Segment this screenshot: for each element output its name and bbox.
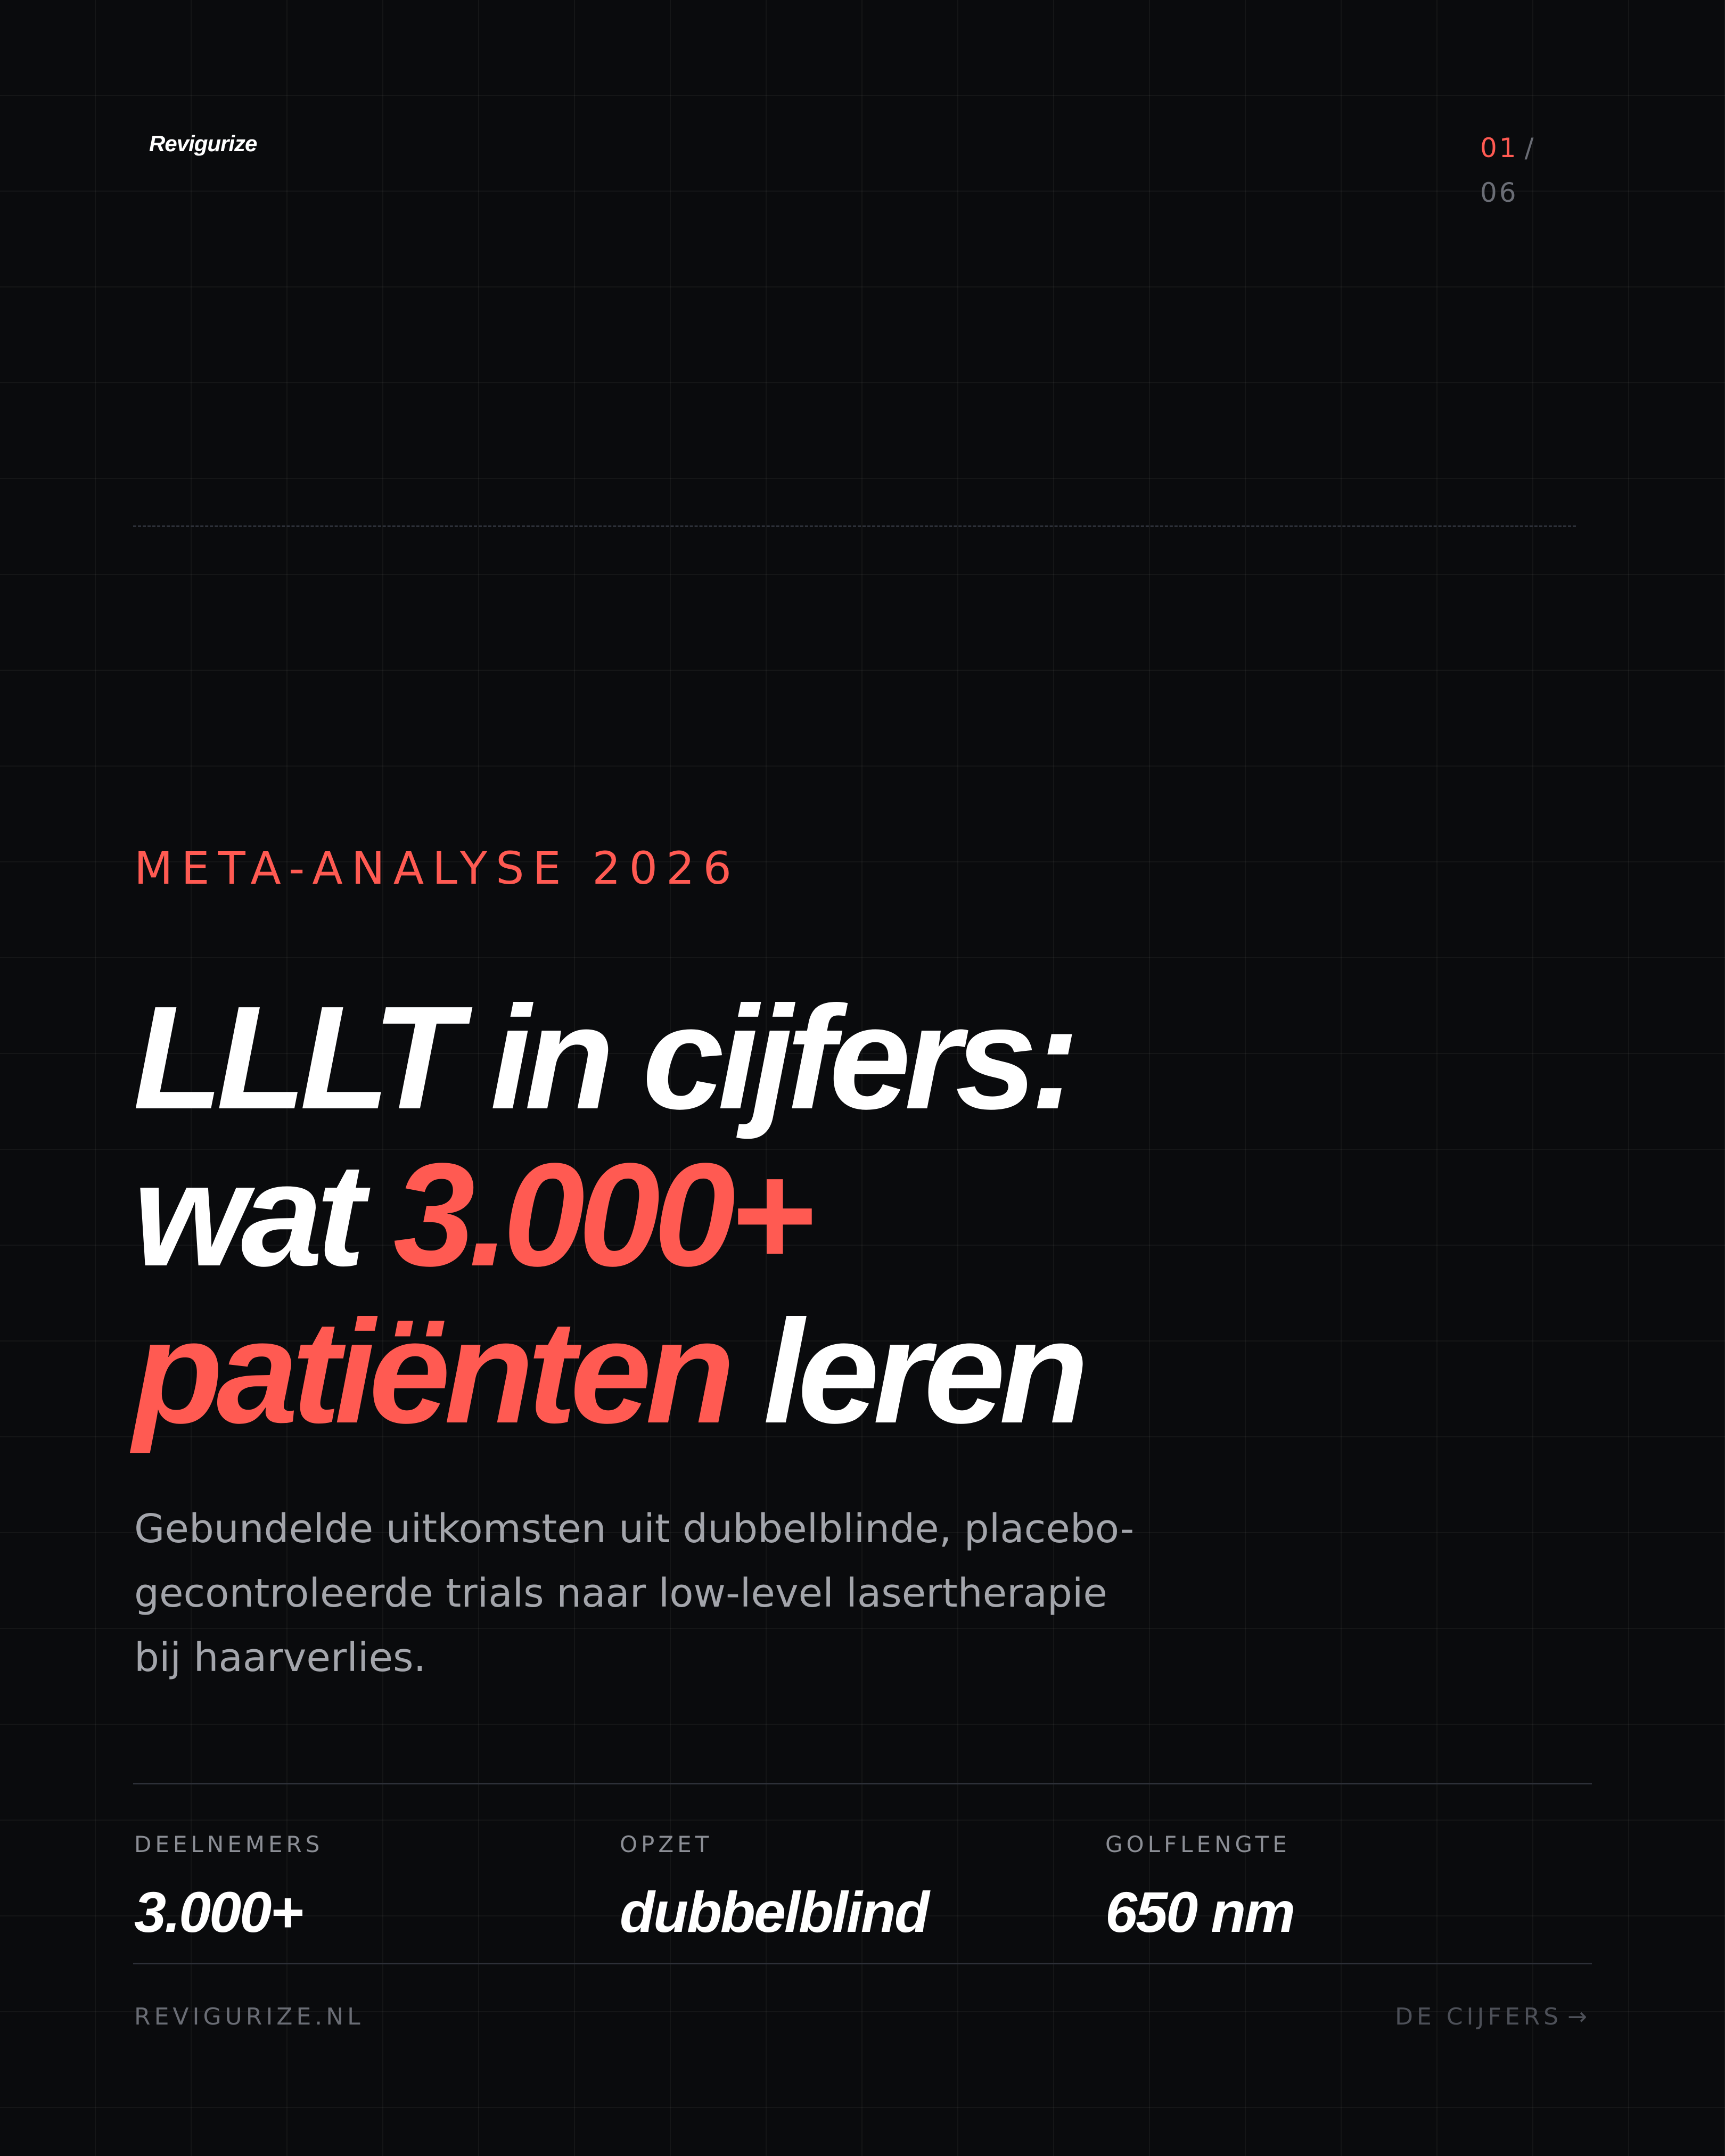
stat-participants: [134, 1831, 323, 1945]
stat-label: OPZET: [620, 1831, 713, 1857]
next-slide-label: DE CIJFERS: [1395, 2003, 1563, 2030]
stat-value: 650 nm: [1105, 1880, 1294, 1944]
title-line-3-suffix: leren: [728, 1290, 1083, 1454]
page-indicator: [1480, 126, 1555, 215]
stats-bottom-rule: [133, 1963, 1592, 1964]
page-separator: /: [1524, 133, 1536, 163]
title-line-1: LLLT in cijfers:: [133, 976, 1073, 1140]
title-line-3: [133, 1290, 1517, 1454]
dashed-divider: [133, 525, 1576, 527]
page-title: [133, 976, 1517, 1454]
title-line-2-prefix: wat: [133, 1133, 393, 1297]
title-highlight-count: 3.000+: [393, 1133, 809, 1297]
stat-label: DEELNEMERS: [134, 1831, 324, 1857]
stat-design: [620, 1831, 928, 1945]
stats-top-rule: [133, 1783, 1592, 1784]
title-line-2: [133, 1133, 1517, 1297]
stat-label: GOLFLENGTE: [1105, 1831, 1291, 1857]
eyebrow-label: META-ANALYSE 2026: [134, 842, 741, 894]
stat-value: 3.000+: [134, 1880, 302, 1944]
stat-wavelength: [1105, 1831, 1294, 1945]
website-link[interactable]: REVIGURIZE.NL: [134, 2003, 364, 2030]
subtitle: [134, 1497, 1252, 1690]
subtitle-line-3: bij haarverlies.: [134, 1635, 426, 1681]
brand-logo: Revigurize: [149, 131, 257, 156]
stat-value: dubbelblind: [620, 1880, 928, 1944]
subtitle-line-2: gecontroleerde trials naar low-level lasertherapie: [134, 1570, 1107, 1616]
title-highlight-patients: patiënten: [133, 1290, 729, 1454]
total-pages: 06: [1480, 177, 1518, 208]
arrow-right-icon: →: [1567, 2003, 1591, 2030]
subtitle-line-1: Gebundelde uitkomsten uit dubbelblinde, placebo-: [134, 1506, 1135, 1552]
current-page: 01: [1480, 133, 1518, 163]
next-slide-link[interactable]: [1395, 2003, 1591, 2030]
